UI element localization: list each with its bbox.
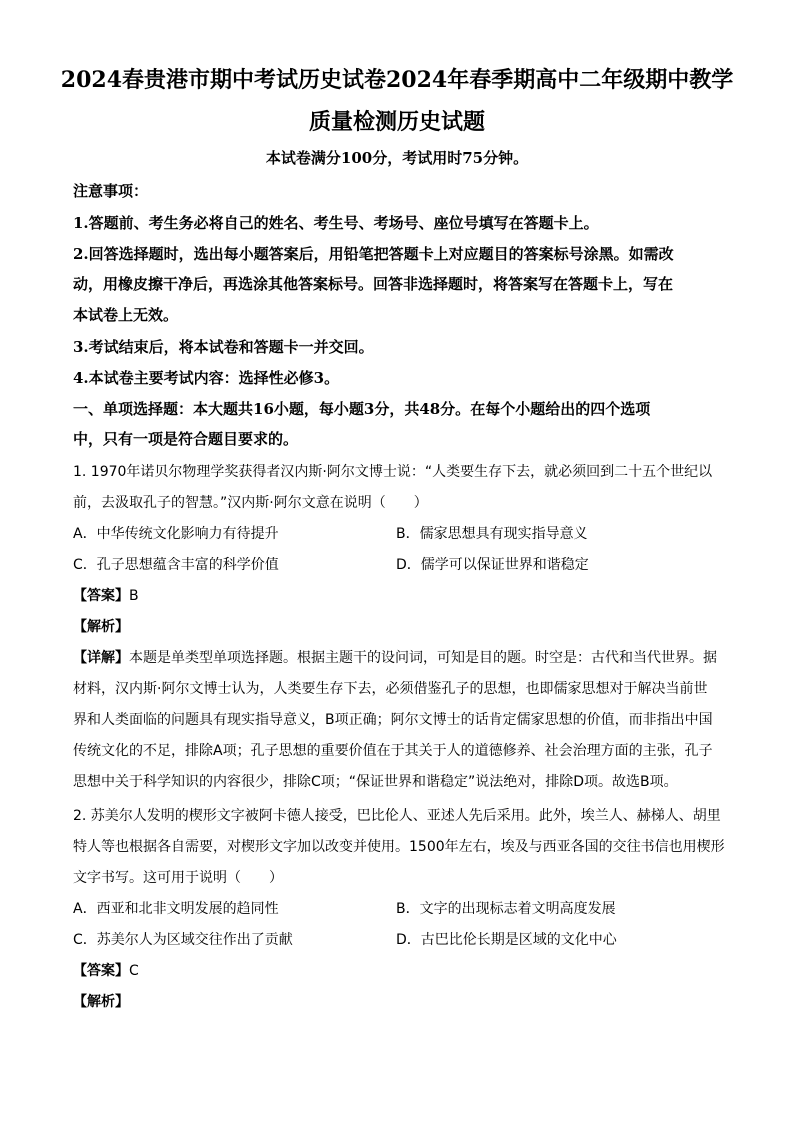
question-2-option-a: A．西亚和北非文明发展的趋同性: [73, 901, 279, 917]
answer-value: B: [129, 588, 139, 604]
question-2-option-b: B．文字的出现标志着文明高度发展: [396, 901, 616, 917]
question-2-answer: [73, 961, 733, 981]
question-2-stem-line3: 文字书写。这可用于说明（ ）: [73, 870, 283, 886]
analysis-tag: 【解析】: [73, 619, 129, 635]
notes-heading: 注意事项：: [73, 182, 149, 200]
exam-info: 本试卷满分100分，考试用时75分钟。: [265, 149, 529, 167]
question-1-stem-line2: 前，去汲取孔子的智慧。”汉内斯·阿尔文意在说明（ ）: [73, 495, 428, 511]
question-1-detail-line: 传统文化的不足，排除A项；孔子思想的重要价值在于其关于人的道德修养、社会治理方面的主张，孔子: [73, 743, 713, 759]
page-title: 2024春贵港市期中考试历史试卷2024年春季期高中二年级期中教学: [60, 67, 734, 93]
question-1-option-d: D．儒学可以保证世界和谐稳定: [396, 557, 589, 573]
note-item: 3.考试结束后，将本试卷和答题卡一并交回。: [73, 338, 374, 356]
question-2-analysis-tag: [73, 992, 733, 1012]
question-1-option-b: B．儒家思想具有现实指导意义: [396, 526, 588, 542]
question-1-analysis-tag: [73, 617, 733, 637]
question-1-option-a: A．中华传统文化影响力有待提升: [73, 526, 279, 542]
detail-tag: 【详解】: [73, 650, 129, 666]
note-item: 2.回答选择题时，选出每小题答案后，用铅笔把答题卡上对应题目的答案标号涂黑。如需改: [73, 245, 674, 263]
question-2-stem-line2: 特人等也根据各自需要，对楔形文字加以改变并使用。1500年左右，埃及与西亚各国的交往书信也用楔形: [73, 839, 725, 855]
answer-tag: 【答案】: [73, 588, 129, 604]
page-title-line2: 质量检测历史试题: [308, 109, 485, 135]
section-heading-line2: 中，只有一项是符合题目要求的。: [73, 430, 299, 448]
note-item: 1.答题前、考生务必将自己的姓名、考生号、考场号、座位号填写在答题卡上。: [73, 214, 599, 232]
answer-value: C: [129, 963, 139, 979]
note-item: 本试卷上无效。: [73, 306, 179, 324]
question-1-detail-line: 界和人类面临的问题具有现实指导意义，B项正确；阿尔文博士的话肯定儒家思想的价值，而非指出中国: [73, 712, 713, 728]
note-item: 4.本试卷主要考试内容：选择性必修3。: [73, 369, 340, 387]
question-1-option-c: C．孔子思想蕴含丰富的科学价值: [73, 557, 279, 573]
detail-text: 本题是单类型单项选择题。根据主题干的设问词，可知是目的题。时空是：古代和当代世界。据: [129, 650, 717, 666]
question-2-option-c: C．苏美尔人为区域交往作出了贡献: [73, 932, 293, 948]
question-1-answer: [73, 586, 733, 606]
question-1-detail: [73, 648, 733, 668]
question-1-detail-line: 材料，汉内斯·阿尔文博士认为，人类要生存下去，必须借鉴孔子的思想，也即儒家思想对于解决当前世: [73, 681, 708, 697]
question-2-stem: 2. 苏美尔人发明的楔形文字被阿卡德人接受，巴比伦人、亚述人先后采用。此外，埃兰人、赫梯人、胡里: [73, 808, 721, 824]
section-heading: 一、单项选择题：本大题共16小题，每小题3分，共48分。在每个小题给出的四个选项: [73, 400, 651, 418]
analysis-tag: 【解析】: [73, 994, 129, 1010]
question-2-option-d: D．古巴比伦长期是区域的文化中心: [396, 932, 617, 948]
answer-tag: 【答案】: [73, 963, 129, 979]
note-item: 动，用橡皮擦干净后，再选涂其他答案标号。回答非选择题时，将答案写在答题卡上，写在: [73, 275, 674, 293]
question-1-detail-line: 思想中关于科学知识的内容很少，排除C项；“保证世界和谐稳定”说法绝对，排除D项。故选B项。: [73, 774, 678, 790]
question-1-stem: 1. 1970年诺贝尔物理学奖获得者汉内斯·阿尔文博士说：“人类要生存下去，就必须回到二十五个世纪以: [73, 464, 713, 480]
